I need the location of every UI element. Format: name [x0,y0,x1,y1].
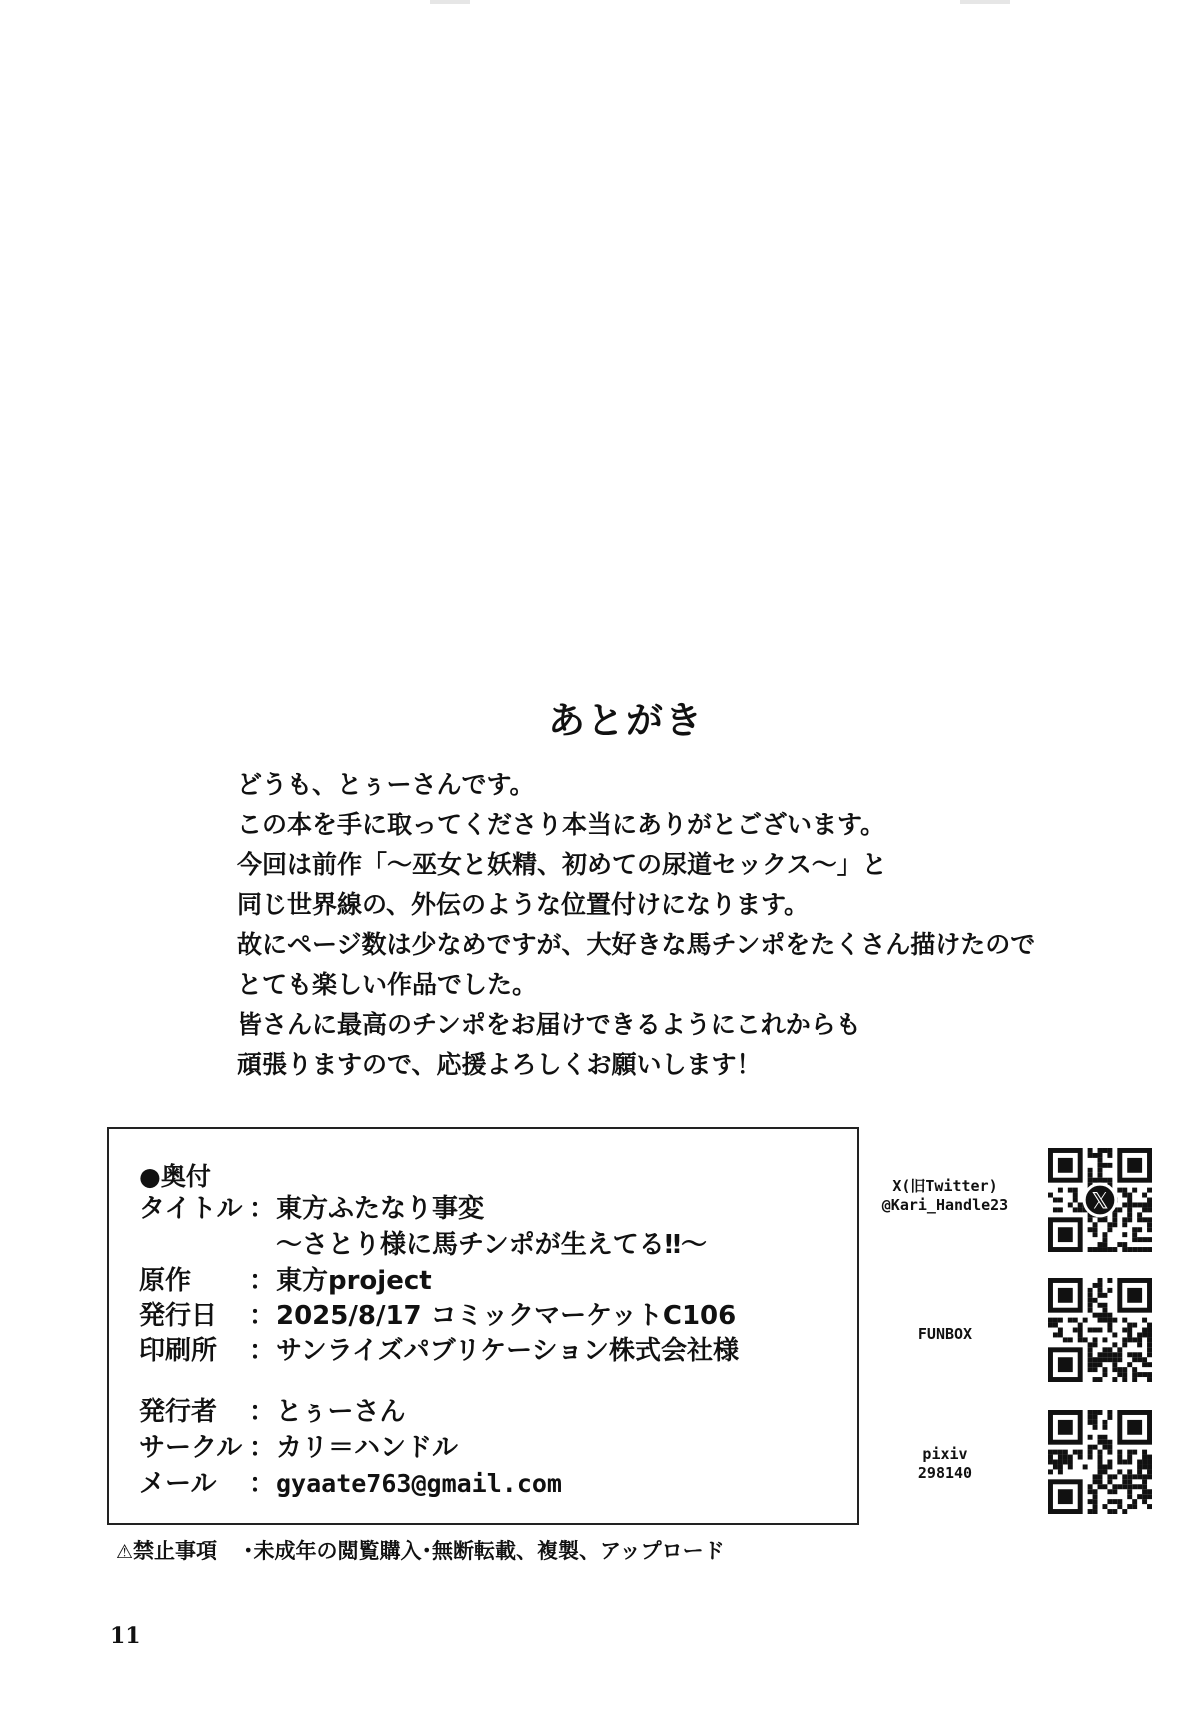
warning-icon: ⚠ [116,1541,134,1563]
original-value: 東方project [276,1266,432,1296]
title-value-line2: 〜さとり様に馬チンポが生えてる‼〜 [276,1230,708,1260]
printer-value: サンライズパブリケーション株式会社様 [276,1336,740,1366]
title-label: タイトル [139,1194,243,1224]
pixiv-label [865,1445,1025,1483]
pixiv-text: pixiv [922,1445,968,1463]
afterword-line: とても楽しい作品でした。 [237,970,538,999]
mail-label: メール [139,1469,217,1499]
scan-artifact [430,0,470,4]
prohibited-label: 禁止事項 [133,1539,218,1563]
colon: ： [249,1397,276,1427]
afterword-title: あとがき [548,699,704,742]
x-account-handle: @Kari_Handle23 [881,1196,1009,1214]
printer-label: 印刷所 [139,1336,218,1366]
prohibited-text: ･未成年の閲覧購入･無断転載、複製、アップロード [243,1539,725,1563]
afterword-body [237,765,1097,1085]
mail-value: gyaate763@gmail.com [276,1469,562,1498]
afterword-line: 頑張りますので、応援よろしくお願いします！ [237,1050,762,1079]
colon: ： [249,1469,276,1499]
afterword-line: 同じ世界線の、外伝のような位置付けになります。 [237,890,810,919]
colon: ： [249,1336,276,1366]
colon: ： [249,1433,276,1463]
x-account-label [865,1177,1025,1215]
funbox-label [865,1325,1025,1344]
afterword-line: 故にページ数は少なめですが、大好きな馬チンポをたくさん描けたので [237,930,1036,959]
afterword-line: 皆さんに最高のチンポをお届けできるようにこれからも [237,1010,861,1039]
title-value-line1: 東方ふたなり事変 [276,1194,485,1224]
colon: ： [249,1266,276,1296]
publisher-label: 発行者 [139,1397,218,1427]
publisher-value: とぅーさん [276,1397,406,1427]
afterword-line: この本を手に取ってくださり本当にありがとございます。 [237,810,886,839]
afterword-line: 今回は前作「〜巫女と妖精、初めての尿道セックス〜」と [237,850,887,879]
circle-label: サークル [139,1433,243,1463]
pixiv-qr-code[interactable] [1048,1410,1152,1514]
page-number: 11 [110,1623,141,1649]
svg-text:𝕏: 𝕏 [1091,1189,1109,1215]
colophon-heading: ●奥付 [139,1162,211,1191]
x-qr-code[interactable] [1048,1148,1152,1252]
colon: ： [249,1194,276,1224]
circle-value: カリ＝ハンドル [276,1433,459,1463]
scan-artifact [960,0,1010,4]
colophon-box [107,1127,859,1525]
original-label: 原作 [139,1266,192,1296]
prohibited-notice [116,1535,725,1565]
colon: ： [249,1301,276,1331]
pixiv-id: 298140 [917,1464,973,1482]
x-account-line1: X(旧Twitter) [892,1177,998,1195]
funbox-qr-code[interactable] [1048,1278,1152,1382]
date-value: 2025/8/17 コミックマーケットC106 [276,1301,737,1331]
afterword-line: どうも、とぅーさんです。 [237,770,535,799]
funbox-text: FUNBOX [917,1325,973,1343]
date-label: 発行日 [139,1301,218,1331]
